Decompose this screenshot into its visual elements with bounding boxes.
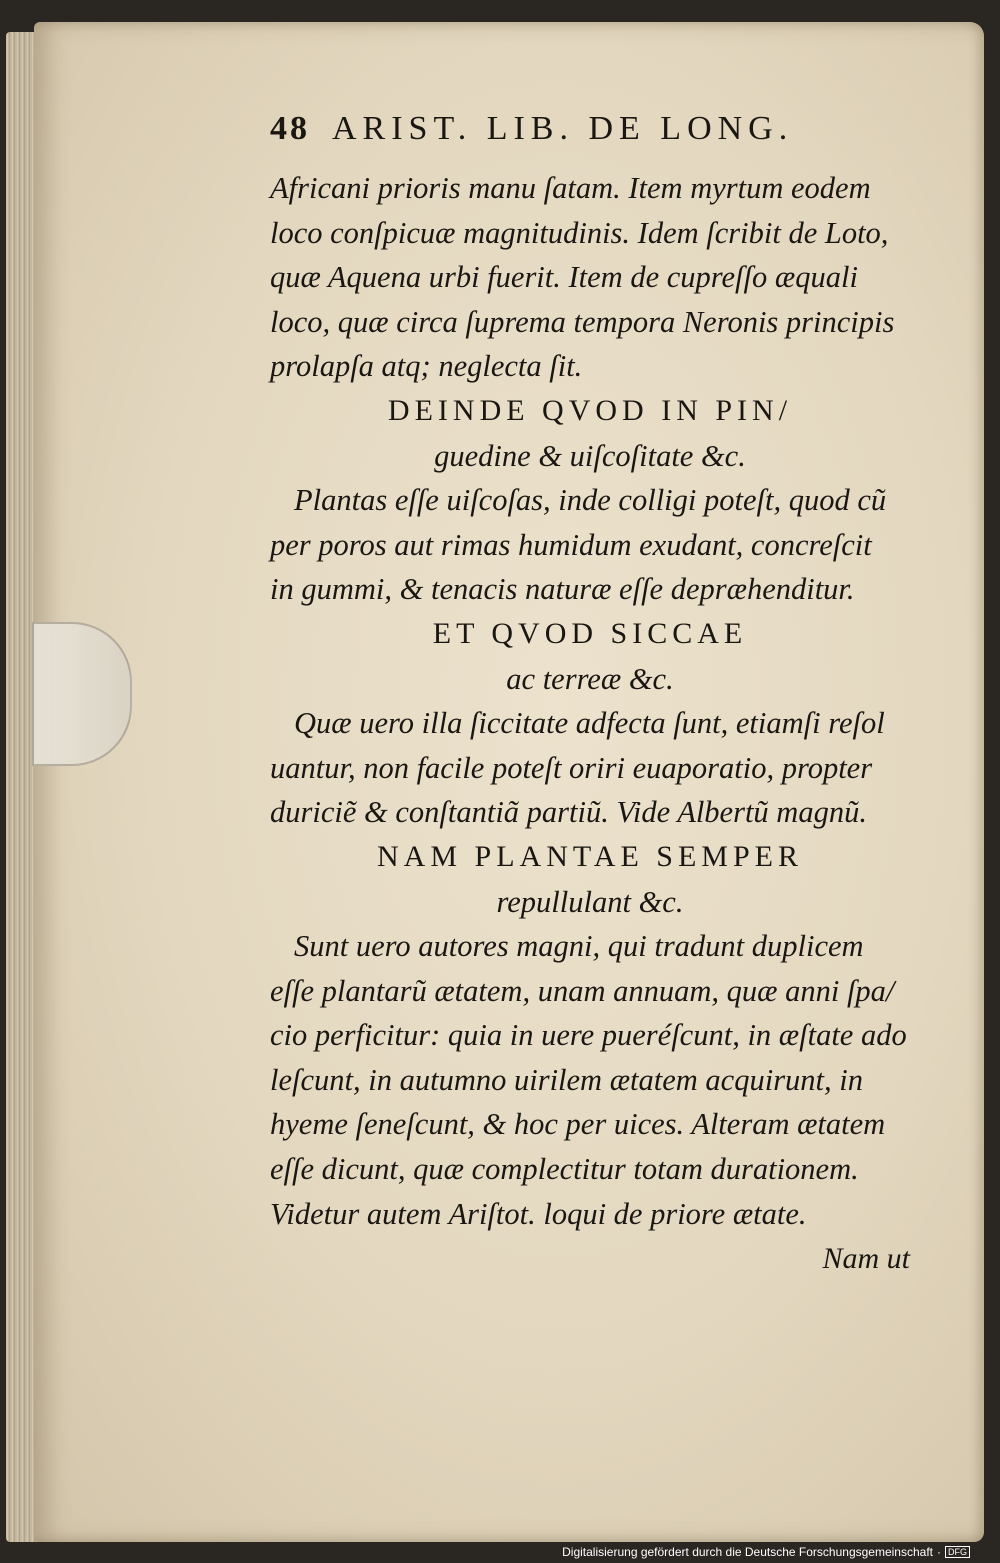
text-line: Videtur autem Ariſtot. loqui de priore ætate. <box>270 1196 807 1231</box>
text-line: hyeme ſeneſcunt, & hoc per uices. Alteram ætatem <box>270 1107 886 1142</box>
text-line: uantur, non facile poteſt oriri euaporatio, propter <box>270 750 873 785</box>
text-line: quæ Aquena urbi fuerit. Item de cupreſſo æquali <box>270 260 858 295</box>
paragraph-4 <box>270 924 910 1236</box>
text-line: prolapſa atq; neglecta ſit. <box>270 349 583 384</box>
text-line: leſcunt, in autumno uirilem ætatem acquirunt, in <box>270 1062 864 1097</box>
catchword: Nam ut <box>822 1242 910 1276</box>
text-line: loco conſpicuæ magnitudinis. Idem ſcribit de Loto, <box>270 215 889 250</box>
section-heading: ET QVOD SICCAE <box>432 616 748 650</box>
paragraph-2 <box>270 478 910 612</box>
credit-text: Digitalisierung gefördert durch die Deutsche Forschungsgemeinschaft <box>562 1545 933 1559</box>
text-line: per poros aut rimas humidum exudant, concreſcit <box>270 527 872 562</box>
digitization-credit: Digitalisierung gefördert durch die Deutsche Forschungsgemeinschaft · DFG <box>562 1545 970 1559</box>
section-heading-sub: repullulant &c. <box>496 884 684 919</box>
text-line: cio perficitur: quia in uere pueréſcunt, in æſtate ado <box>270 1018 907 1053</box>
text-line: loco, quæ circa ſuprema tempora Neronis principis <box>270 304 895 339</box>
text-line: Quæ uero illa ſiccitate adfecta ſunt, etiamſi reſol <box>294 706 885 741</box>
text-line: in gummi, & tenacis naturæ eſſe depræhenditur. <box>270 572 855 607</box>
dfg-logo: DFG <box>945 1546 970 1558</box>
text-line: duriciẽ & conſtantiã partiũ. Vide Albertũ magnũ. <box>270 795 867 830</box>
section-heading-sub: guedine & uiſcoſitate &c. <box>434 438 746 473</box>
page-number: 48 <box>270 110 310 147</box>
text-line: Sunt uero autores magni, qui tradunt duplicem <box>294 929 864 964</box>
text-line: Africani prioris manu ſatam. Item myrtum eodem <box>270 171 871 205</box>
text-line: Plantas eſſe uiſcoſas, inde colligi poteſt, quod cũ <box>294 483 887 518</box>
page-header <box>270 110 910 166</box>
paragraph-1 <box>270 166 910 389</box>
text-line: eſſe dicunt, quæ complectitur totam durationem. <box>270 1152 859 1187</box>
section-heading: DEINDE QVOD IN PIN/ <box>387 393 793 427</box>
paragraph-3 <box>270 701 910 835</box>
running-head: ARIST. LIB. DE LONG. <box>332 110 794 147</box>
bookmark-strip <box>32 622 132 766</box>
section-heading-sub: ac terreæ &c. <box>506 661 674 696</box>
section-heading: NAM PLANTAE SEMPER <box>377 839 803 873</box>
text-block <box>270 110 910 1276</box>
text-line: eſſe plantarũ ætatem, unam annuam, quæ anni ſpa/ <box>270 973 895 1008</box>
